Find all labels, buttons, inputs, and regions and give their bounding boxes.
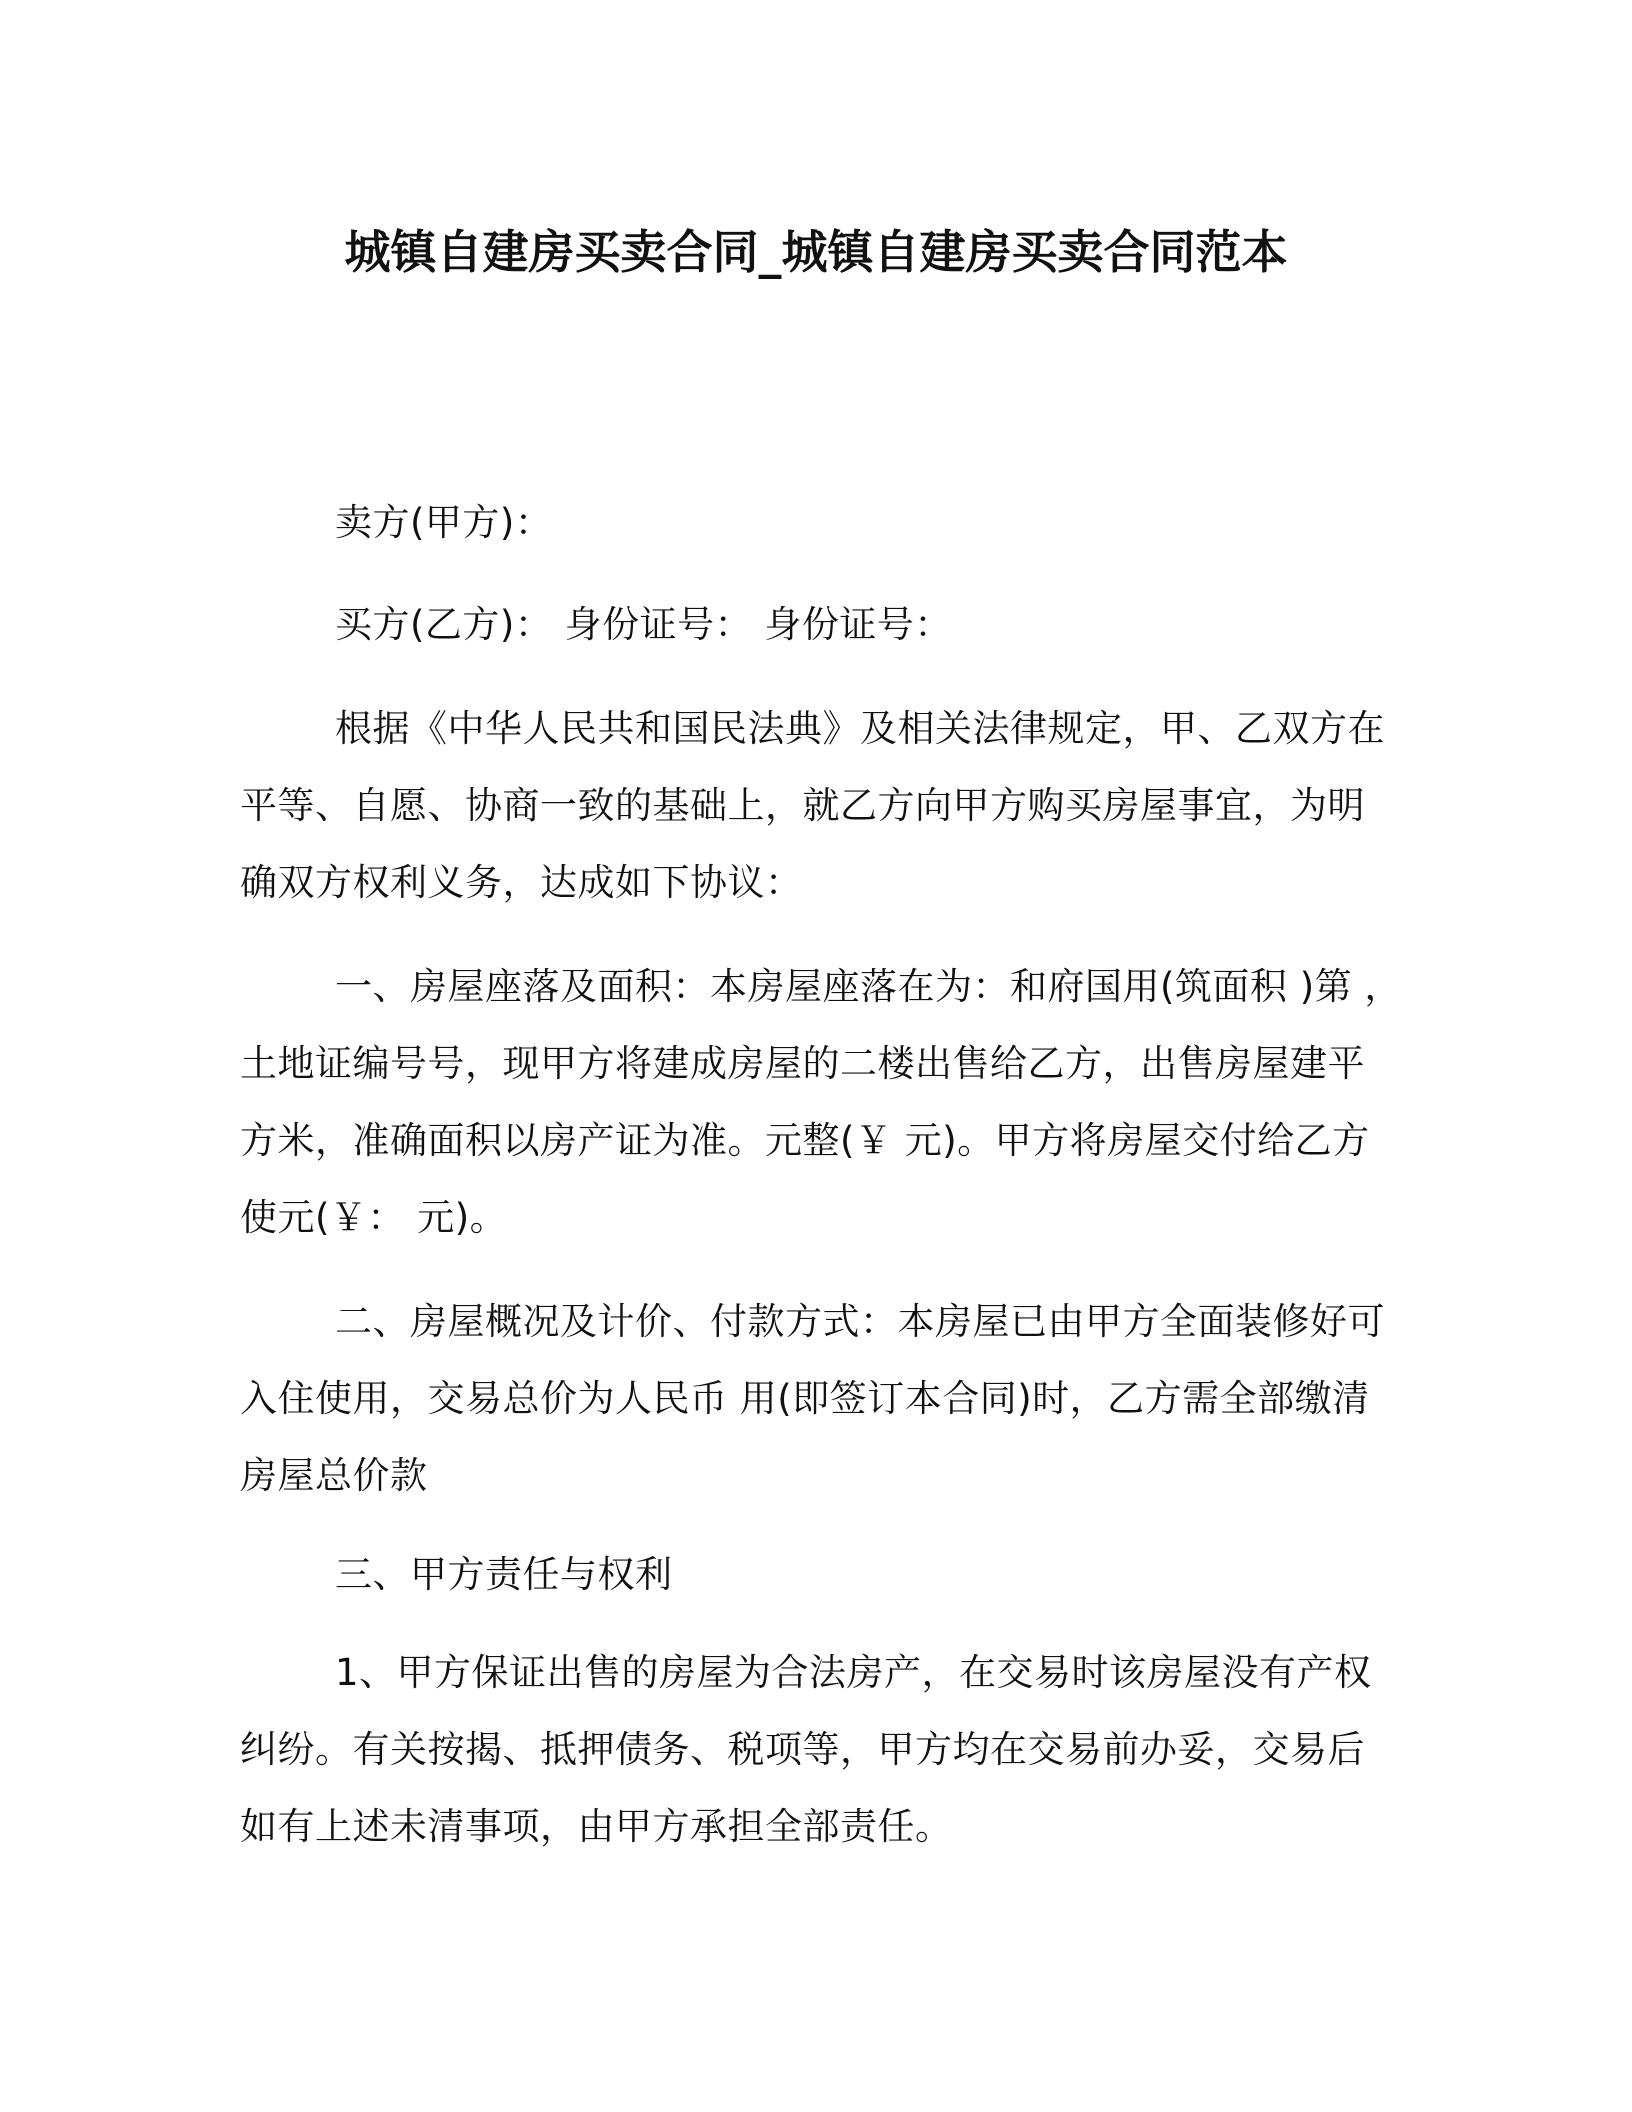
section-2-line: 房屋总价款 <box>240 1454 428 1497</box>
buyer-line: 买方(乙方)： 身份证号： 身份证号： <box>335 603 952 646</box>
seller-line: 卖方(甲方)： <box>335 501 553 544</box>
section-3-heading: 三、甲方责任与权利 <box>335 1553 673 1596</box>
section-1-paragraph <box>240 948 1402 1256</box>
section-1-line: 使元(￥： 元)。 <box>240 1196 508 1239</box>
clause-1-paragraph <box>240 1634 1372 1865</box>
clause-1-line: 纠纷。有关按揭、抵押债务、税项等，甲方均在交易前办妥，交易后 <box>240 1728 1365 1771</box>
section-2-paragraph <box>240 1283 1385 1514</box>
preamble-paragraph <box>240 690 1385 921</box>
section-2-line: 二、房屋概况及计价、付款方式：本房屋已由甲方全面装修好可 <box>335 1300 1385 1343</box>
section-1-line: 土地证编号号，现甲方将建成房屋的二楼出售给乙方，出售房屋建平 <box>240 1042 1365 1085</box>
section-1-line: 一、房屋座落及面积：本房屋座落在为：和府国用(筑面积 )第 ， <box>335 965 1402 1008</box>
clause-1-line: 1、甲方保证出售的房屋为合法房产，在交易时该房屋没有产权 <box>335 1651 1372 1694</box>
section-2-line: 入住使用，交易总价为人民币 用(即签订本合同)时，乙方需全部缴清 <box>240 1377 1370 1420</box>
clause-1-line: 如有上述未清事项，由甲方承担全部责任。 <box>240 1805 953 1848</box>
preamble-line: 根据《中华人民共和国民法典》及相关法律规定，甲、乙双方在 <box>335 707 1385 750</box>
section-1-line: 方米，准确面积以房产证为准。元整(￥ 元)。甲方将房屋交付给乙方 <box>240 1119 1370 1162</box>
document-title: 城镇自建房买卖合同_城镇自建房买卖合同范本 <box>344 225 1288 279</box>
preamble-line: 确双方权利义务，达成如下协议： <box>240 861 803 904</box>
preamble-line: 平等、自愿、协商一致的基础上，就乙方向甲方购买房屋事宜，为明 <box>240 784 1365 827</box>
